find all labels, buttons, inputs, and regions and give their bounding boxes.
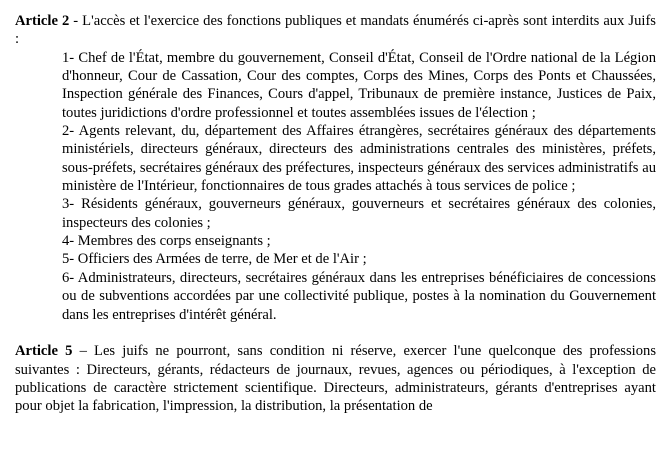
article-2-item-1: 1- Chef de l'État, membre du gouvernement, Conseil d'État, Conseil de l'Ordre national de la Légion d'honneur, Cour de Cassation, Cour des comptes, Corps des Mines, Corps des Ponts et Chaussées, Inspection générale des Finances, Cours d'appel, Tribunaux de première instance, Justices de Paix, toutes juridictions d'ordre professionnel et toutes assemblées issues de l'élection ; bbox=[62, 49, 656, 121]
article-2-item-5: 5- Officiers des Armées de terre, de Mer et de l'Air ; bbox=[62, 251, 367, 268]
article-2-intro bbox=[15, 12, 656, 49]
article-2-item-6: 6- Administrateurs, directeurs, secrétaires généraux dans les entreprises bénéficiaires de concessions ou de subventions accordées par une collectivité publique, postes à la nomination du Gouvernement dans les entreprises d'intérêt général. bbox=[62, 269, 656, 323]
document-page bbox=[15, 12, 656, 416]
article-2-intro-text: - L'accès et l'exercice des fonctions publiques et mandats énumérés ci-après sont interdits aux Juifs : bbox=[15, 13, 656, 48]
article-2-item-2: 2- Agents relevant, du, département des Affaires étrangères, secrétaires généraux des départements ministériels, directeurs généraux, directeurs des administrations centrales des ministères, préfets, sous-préfets, secrétaires généraux des préfectures, inspecteurs généraux des services administratifs au ministère de l'Intérieur, fonctionnaires de tous grades attachés à tous services de police ; bbox=[62, 123, 656, 195]
paragraph-spacer bbox=[15, 324, 656, 342]
article-5-title: Article 5 bbox=[15, 343, 73, 360]
article-2-list bbox=[62, 49, 656, 324]
article-5-text: – Les juifs ne pourront, sans condition ni réserve, exercer l'une quelconque des professions suivantes : Directeurs, gérants, rédacteurs de journaux, revues, agences ou périodiques, à l'exception de publications de caractère strictement scientifique. Directeurs, administrateurs, gérants d'entreprises ayant pour objet la fabrication, l'impression, la distribution, la présentation de bbox=[15, 343, 656, 415]
article-2-item-4: 4- Membres des corps enseignants ; bbox=[62, 233, 271, 250]
article-5-paragraph bbox=[15, 342, 656, 415]
article-2-title: Article 2 bbox=[15, 13, 70, 29]
article-2-item-3: 3- Résidents généraux, gouverneurs généraux, gouverneurs et secrétaires généraux des colonies, inspecteurs des colonies ; bbox=[62, 196, 656, 231]
